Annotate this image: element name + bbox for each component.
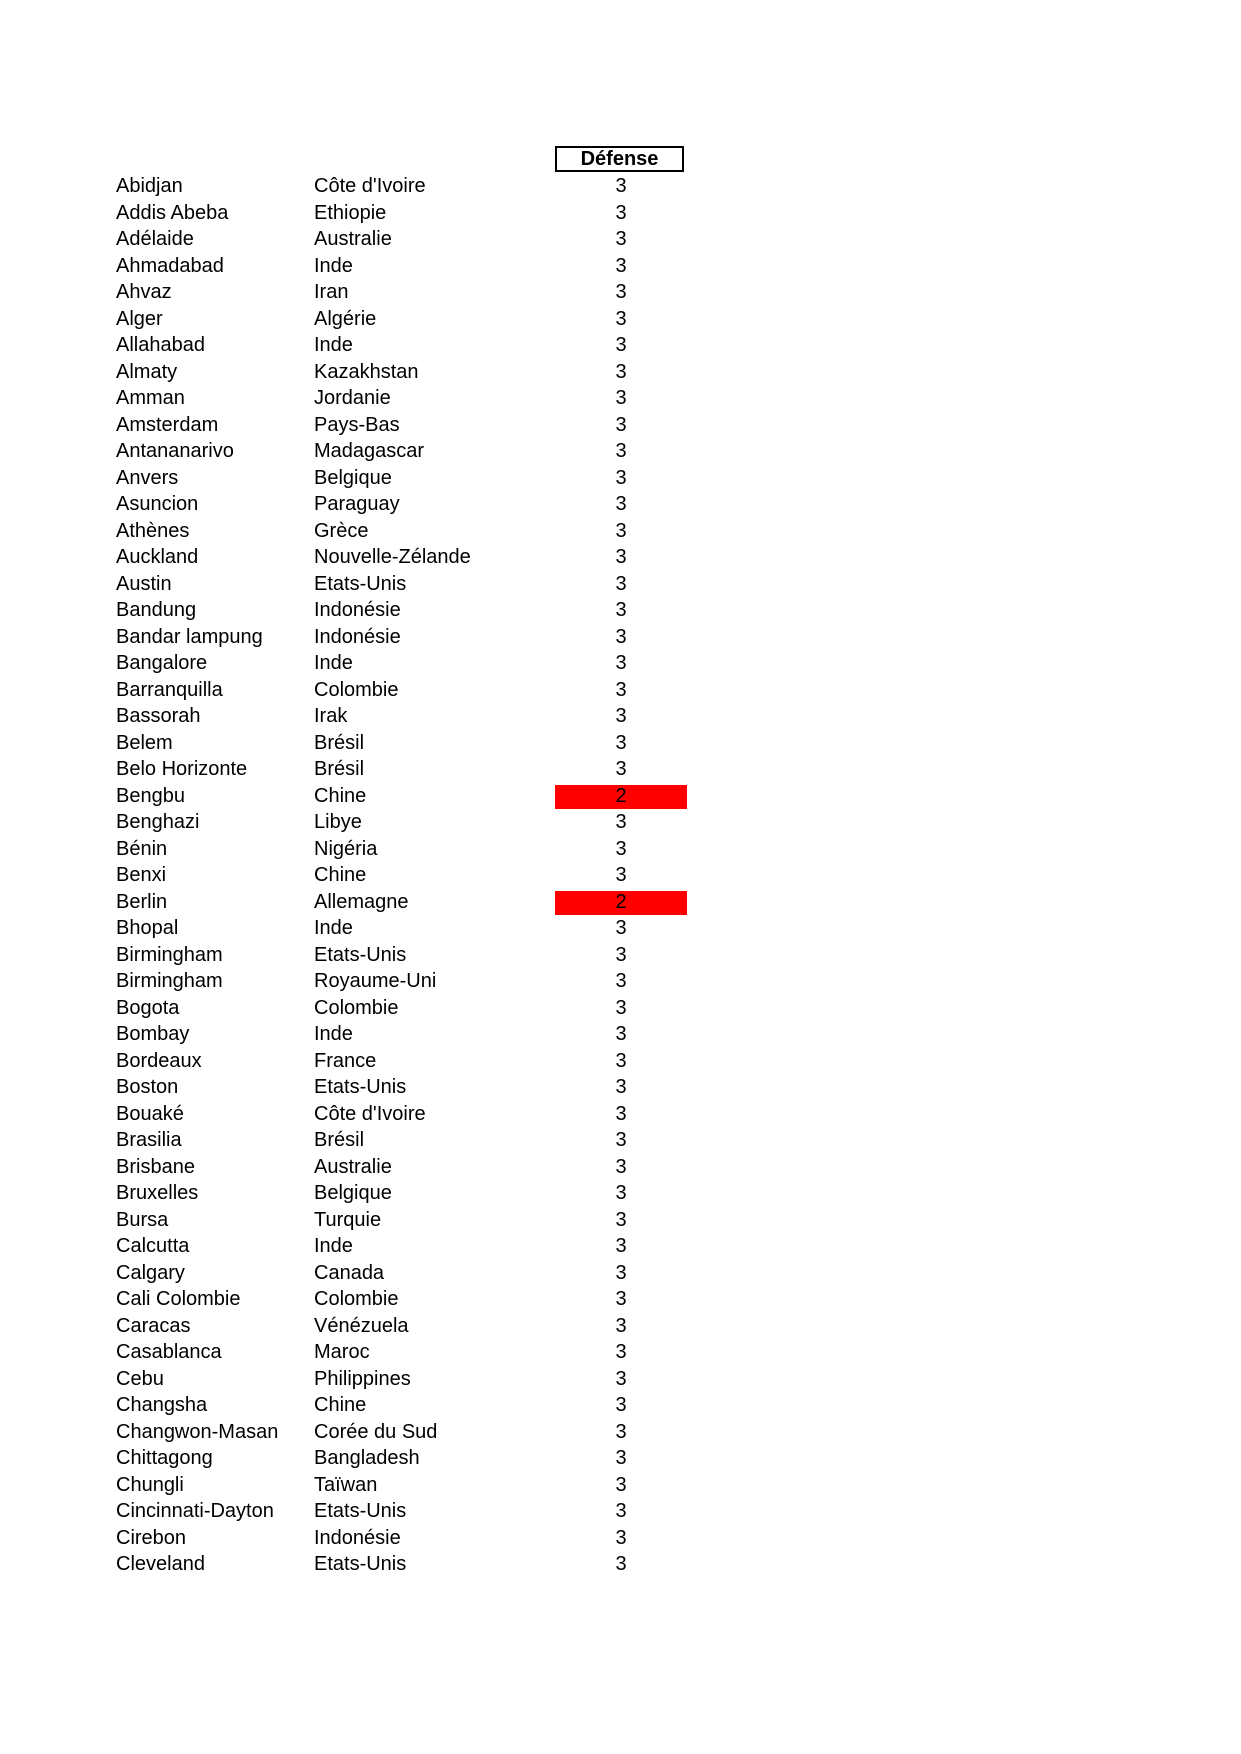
defense-cell[interactable]: 3 — [615, 1553, 627, 1575]
city-cell[interactable]: Bruxelles — [116, 1182, 199, 1204]
country-cell[interactable]: Pays-Bas — [314, 413, 400, 436]
table-row — [0, 1127, 1241, 1154]
table-row — [0, 465, 1241, 492]
city-cell[interactable]: Chungli — [116, 1473, 184, 1496]
country-cell[interactable]: Indonésie — [314, 1526, 401, 1549]
table-row — [0, 200, 1241, 227]
table-row — [0, 1339, 1241, 1366]
country-cell[interactable]: Libye — [314, 811, 362, 833]
defense-cell[interactable]: 3 — [615, 1235, 627, 1257]
city-cell[interactable]: Austin — [116, 572, 172, 595]
table-row — [0, 624, 1241, 651]
city-cell[interactable]: Boston — [116, 1076, 179, 1098]
table-row — [0, 1021, 1241, 1048]
defense-cell[interactable]: 3 — [615, 1182, 627, 1204]
city-cell[interactable]: Chittagong — [116, 1447, 213, 1469]
table-row — [0, 1419, 1241, 1446]
country-cell[interactable]: Inde — [314, 652, 353, 674]
country-cell[interactable]: Madagascar — [314, 440, 425, 462]
table-row — [0, 1551, 1241, 1578]
city-cell[interactable]: Caracas — [116, 1314, 191, 1337]
table-row — [0, 571, 1241, 598]
data-rows — [0, 173, 1241, 1578]
table-row — [0, 756, 1241, 783]
defense-cell[interactable]: 3 — [615, 1288, 627, 1310]
defense-cell[interactable]: 3 — [615, 943, 627, 966]
city-cell[interactable]: Belem — [116, 731, 173, 754]
city-cell[interactable]: Amsterdam — [116, 413, 219, 436]
table-row — [0, 783, 1241, 810]
country-cell[interactable]: Allemagne — [314, 890, 409, 913]
table-row — [0, 544, 1241, 571]
defense-cell[interactable]: 3 — [615, 811, 627, 833]
defense-cell[interactable]: 3 — [615, 466, 627, 489]
defense-cell[interactable]: 3 — [615, 387, 627, 409]
city-cell[interactable]: Asuncion — [116, 493, 199, 515]
city-cell[interactable]: Abidjan — [116, 175, 183, 197]
defense-cell[interactable]: 3 — [615, 1102, 627, 1125]
country-cell[interactable]: Côte d'Ivoire — [314, 1102, 426, 1125]
country-cell[interactable]: Brésil — [314, 758, 365, 780]
defense-cell[interactable]: 3 — [615, 1129, 627, 1151]
city-cell[interactable]: Athènes — [116, 519, 190, 542]
city-cell[interactable]: Changwon-Masan — [116, 1420, 279, 1443]
defense-cell[interactable]: 3 — [615, 1500, 627, 1522]
city-cell[interactable]: Cebu — [116, 1367, 164, 1390]
defense-cell[interactable]: 3 — [615, 201, 627, 224]
defense-cell[interactable]: 3 — [615, 228, 627, 250]
defense-cell[interactable]: 3 — [615, 281, 627, 303]
defense-cell[interactable]: 3 — [615, 705, 627, 727]
table-row — [0, 1472, 1241, 1499]
defense-cell[interactable]: 3 — [615, 254, 627, 277]
table-row — [0, 1233, 1241, 1260]
country-cell[interactable]: Nouvelle-Zélande — [314, 546, 471, 568]
table-row — [0, 279, 1241, 306]
defense-cell[interactable]: 3 — [615, 864, 627, 886]
table-row — [0, 1525, 1241, 1552]
table-row — [0, 889, 1241, 916]
defense-cell[interactable]: 3 — [615, 996, 627, 1019]
city-cell[interactable]: Calcutta — [116, 1235, 190, 1257]
defense-cell[interactable]: 3 — [615, 1155, 627, 1178]
defense-cell[interactable]: 3 — [615, 413, 627, 436]
country-cell[interactable]: Philippines — [314, 1367, 411, 1390]
country-cell[interactable]: Indonésie — [314, 625, 401, 648]
city-cell[interactable]: Birmingham — [116, 970, 223, 992]
table-row — [0, 809, 1241, 836]
country-cell[interactable]: Indonésie — [314, 599, 401, 621]
city-cell[interactable]: Bassorah — [116, 705, 201, 727]
country-cell[interactable]: Etats-Unis — [314, 1076, 407, 1098]
city-cell[interactable]: Bengbu — [116, 784, 185, 807]
defense-cell[interactable]: 3 — [615, 546, 627, 568]
country-cell[interactable]: Brésil — [314, 731, 365, 754]
table-row — [0, 1392, 1241, 1419]
defense-cell[interactable]: 3 — [615, 360, 627, 383]
country-cell[interactable]: Côte d'Ivoire — [314, 175, 426, 197]
city-cell[interactable]: Brasilia — [116, 1129, 182, 1151]
country-cell[interactable]: Australie — [314, 1155, 392, 1178]
city-cell[interactable]: Berlin — [116, 890, 168, 913]
country-cell[interactable]: Bangladesh — [314, 1447, 420, 1469]
city-cell[interactable]: Bhopal — [116, 917, 179, 939]
defense-cell[interactable]: 3 — [615, 758, 627, 780]
country-cell[interactable]: Iran — [314, 281, 349, 303]
country-cell[interactable]: Kazakhstan — [314, 360, 419, 383]
table-row — [0, 730, 1241, 757]
country-cell[interactable]: Etats-Unis — [314, 943, 407, 966]
table-row — [0, 968, 1241, 995]
country-cell[interactable]: Grèce — [314, 519, 369, 542]
country-cell[interactable]: Chine — [314, 784, 367, 807]
column-header-defense[interactable]: Défense — [555, 146, 684, 172]
country-cell[interactable]: Chine — [314, 864, 367, 886]
defense-cell[interactable]: 3 — [615, 1023, 627, 1045]
table-row — [0, 1101, 1241, 1128]
city-cell[interactable]: Bénin — [116, 837, 168, 860]
city-cell[interactable]: Addis Abeba — [116, 201, 229, 224]
country-cell[interactable]: Etats-Unis — [314, 1500, 407, 1522]
country-cell[interactable]: Algérie — [314, 307, 377, 330]
country-cell[interactable]: Inde — [314, 254, 353, 277]
country-cell[interactable]: Inde — [314, 1023, 353, 1045]
city-cell[interactable]: Ahvaz — [116, 281, 172, 303]
city-cell[interactable]: Cleveland — [116, 1553, 205, 1575]
country-cell[interactable]: Inde — [314, 917, 353, 939]
table-row — [0, 1498, 1241, 1525]
table-row — [0, 836, 1241, 863]
defense-cell[interactable]: 3 — [615, 1049, 627, 1072]
defense-cell[interactable]: 3 — [615, 1447, 627, 1469]
defense-cell[interactable]: 3 — [615, 1473, 627, 1496]
table-row — [0, 226, 1241, 253]
table-row — [0, 915, 1241, 942]
defense-cell[interactable]: 3 — [615, 519, 627, 542]
table-row — [0, 942, 1241, 969]
defense-cell[interactable]: 3 — [615, 1394, 627, 1416]
city-cell[interactable]: Calgary — [116, 1261, 185, 1284]
city-cell[interactable]: Benxi — [116, 864, 167, 886]
table-row — [0, 1366, 1241, 1393]
city-cell[interactable]: Barranquilla — [116, 678, 223, 701]
country-cell[interactable]: Paraguay — [314, 493, 400, 515]
city-cell[interactable]: Antananarivo — [116, 440, 234, 462]
city-cell[interactable]: Bordeaux — [116, 1049, 202, 1072]
defense-cell[interactable]: 3 — [615, 1076, 627, 1098]
table-row — [0, 1074, 1241, 1101]
country-cell[interactable]: Australie — [314, 228, 392, 250]
table-row — [0, 650, 1241, 677]
table-row — [0, 412, 1241, 439]
table-row — [0, 253, 1241, 280]
city-cell[interactable]: Bouaké — [116, 1102, 184, 1125]
city-cell[interactable]: Cincinnati-Dayton — [116, 1500, 274, 1522]
country-cell[interactable]: Inde — [314, 334, 353, 356]
country-cell[interactable]: Colombie — [314, 996, 399, 1019]
table-row — [0, 597, 1241, 624]
city-cell[interactable]: Adélaide — [116, 228, 194, 250]
city-cell[interactable]: Auckland — [116, 546, 199, 568]
country-cell[interactable]: Taïwan — [314, 1473, 378, 1496]
country-cell[interactable]: Etats-Unis — [314, 1553, 407, 1575]
table-row — [0, 1445, 1241, 1472]
defense-cell[interactable]: 3 — [615, 493, 627, 515]
city-cell[interactable]: Anvers — [116, 466, 179, 489]
defense-cell[interactable]: 3 — [615, 678, 627, 701]
city-cell[interactable]: Changsha — [116, 1394, 208, 1416]
country-cell[interactable]: Nigéria — [314, 837, 378, 860]
defense-cell[interactable]: 3 — [615, 440, 627, 462]
country-cell[interactable]: Royaume-Uni — [314, 970, 437, 992]
table-row — [0, 1048, 1241, 1075]
city-cell[interactable]: Belo Horizonte — [116, 758, 248, 780]
table-row — [0, 677, 1241, 704]
country-cell[interactable]: Maroc — [314, 1341, 370, 1363]
city-cell[interactable]: Almaty — [116, 360, 178, 383]
table-row — [0, 995, 1241, 1022]
city-cell[interactable]: Cali Colombie — [116, 1288, 241, 1310]
country-cell[interactable]: Belgique — [314, 466, 392, 489]
city-cell[interactable]: Brisbane — [116, 1155, 195, 1178]
city-cell[interactable]: Ahmadabad — [116, 254, 224, 277]
table-row — [0, 306, 1241, 333]
defense-cell[interactable]: 3 — [615, 970, 627, 992]
defense-cell[interactable]: 3 — [615, 837, 627, 860]
city-cell[interactable]: Bandar lampung — [116, 625, 263, 648]
country-cell[interactable]: Belgique — [314, 1182, 392, 1204]
defense-cell[interactable]: 3 — [615, 917, 627, 939]
table-row — [0, 1313, 1241, 1340]
defense-cell[interactable]: 3 — [615, 175, 627, 197]
city-cell[interactable]: Bangalore — [116, 652, 208, 674]
defense-cell-highlighted[interactable]: 2 — [555, 891, 687, 915]
city-cell[interactable]: Birmingham — [116, 943, 223, 966]
city-cell[interactable]: Cirebon — [116, 1526, 187, 1549]
city-cell[interactable]: Benghazi — [116, 811, 200, 833]
table-row — [0, 173, 1241, 200]
table-row — [0, 1286, 1241, 1313]
table-row — [0, 1180, 1241, 1207]
defense-cell[interactable]: 3 — [615, 307, 627, 330]
country-cell[interactable]: Brésil — [314, 1129, 365, 1151]
table-row — [0, 438, 1241, 465]
table-row — [0, 1154, 1241, 1181]
country-cell[interactable]: Inde — [314, 1235, 353, 1257]
defense-cell[interactable]: 3 — [615, 334, 627, 356]
city-cell[interactable]: Bursa — [116, 1208, 169, 1231]
table-row — [0, 1260, 1241, 1287]
city-cell[interactable]: Bombay — [116, 1023, 190, 1045]
defense-cell[interactable]: 3 — [615, 1367, 627, 1390]
table-row — [0, 359, 1241, 386]
defense-cell[interactable]: 3 — [615, 572, 627, 595]
city-cell[interactable]: Bandung — [116, 599, 197, 621]
table-row — [0, 1207, 1241, 1234]
city-cell[interactable]: Alger — [116, 307, 163, 330]
country-cell[interactable]: Etats-Unis — [314, 572, 407, 595]
country-cell[interactable]: Corée du Sud — [314, 1420, 438, 1443]
table-row — [0, 491, 1241, 518]
table-row — [0, 385, 1241, 412]
defense-cell[interactable]: 3 — [615, 1341, 627, 1363]
country-cell[interactable]: Canada — [314, 1261, 385, 1284]
defense-cell[interactable]: 3 — [615, 1526, 627, 1549]
country-cell[interactable]: Turquie — [314, 1208, 382, 1231]
table-row — [0, 518, 1241, 545]
country-cell[interactable]: Colombie — [314, 678, 399, 701]
country-cell[interactable]: Ethiopie — [314, 201, 387, 224]
country-cell[interactable]: Irak — [314, 705, 348, 727]
defense-cell[interactable]: 3 — [615, 625, 627, 648]
defense-cell-highlighted[interactable]: 2 — [555, 785, 687, 809]
defense-cell[interactable]: 3 — [615, 1420, 627, 1443]
table-row — [0, 703, 1241, 730]
table-row — [0, 332, 1241, 359]
defense-cell[interactable]: 3 — [615, 1261, 627, 1284]
defense-cell[interactable]: 3 — [615, 599, 627, 621]
defense-cell[interactable]: 3 — [615, 1314, 627, 1337]
city-cell[interactable]: Amman — [116, 387, 185, 409]
city-cell[interactable]: Casablanca — [116, 1341, 222, 1363]
defense-cell[interactable]: 3 — [615, 1208, 627, 1231]
city-cell[interactable]: Allahabad — [116, 334, 205, 356]
table-row — [0, 862, 1241, 889]
defense-cell[interactable]: 3 — [615, 731, 627, 754]
country-cell[interactable]: Vénézuela — [314, 1314, 409, 1337]
country-cell[interactable]: France — [314, 1049, 377, 1072]
country-cell[interactable]: Jordanie — [314, 387, 391, 409]
country-cell[interactable]: Chine — [314, 1394, 367, 1416]
defense-cell[interactable]: 3 — [615, 652, 627, 674]
city-cell[interactable]: Bogota — [116, 996, 180, 1019]
country-cell[interactable]: Colombie — [314, 1288, 399, 1310]
